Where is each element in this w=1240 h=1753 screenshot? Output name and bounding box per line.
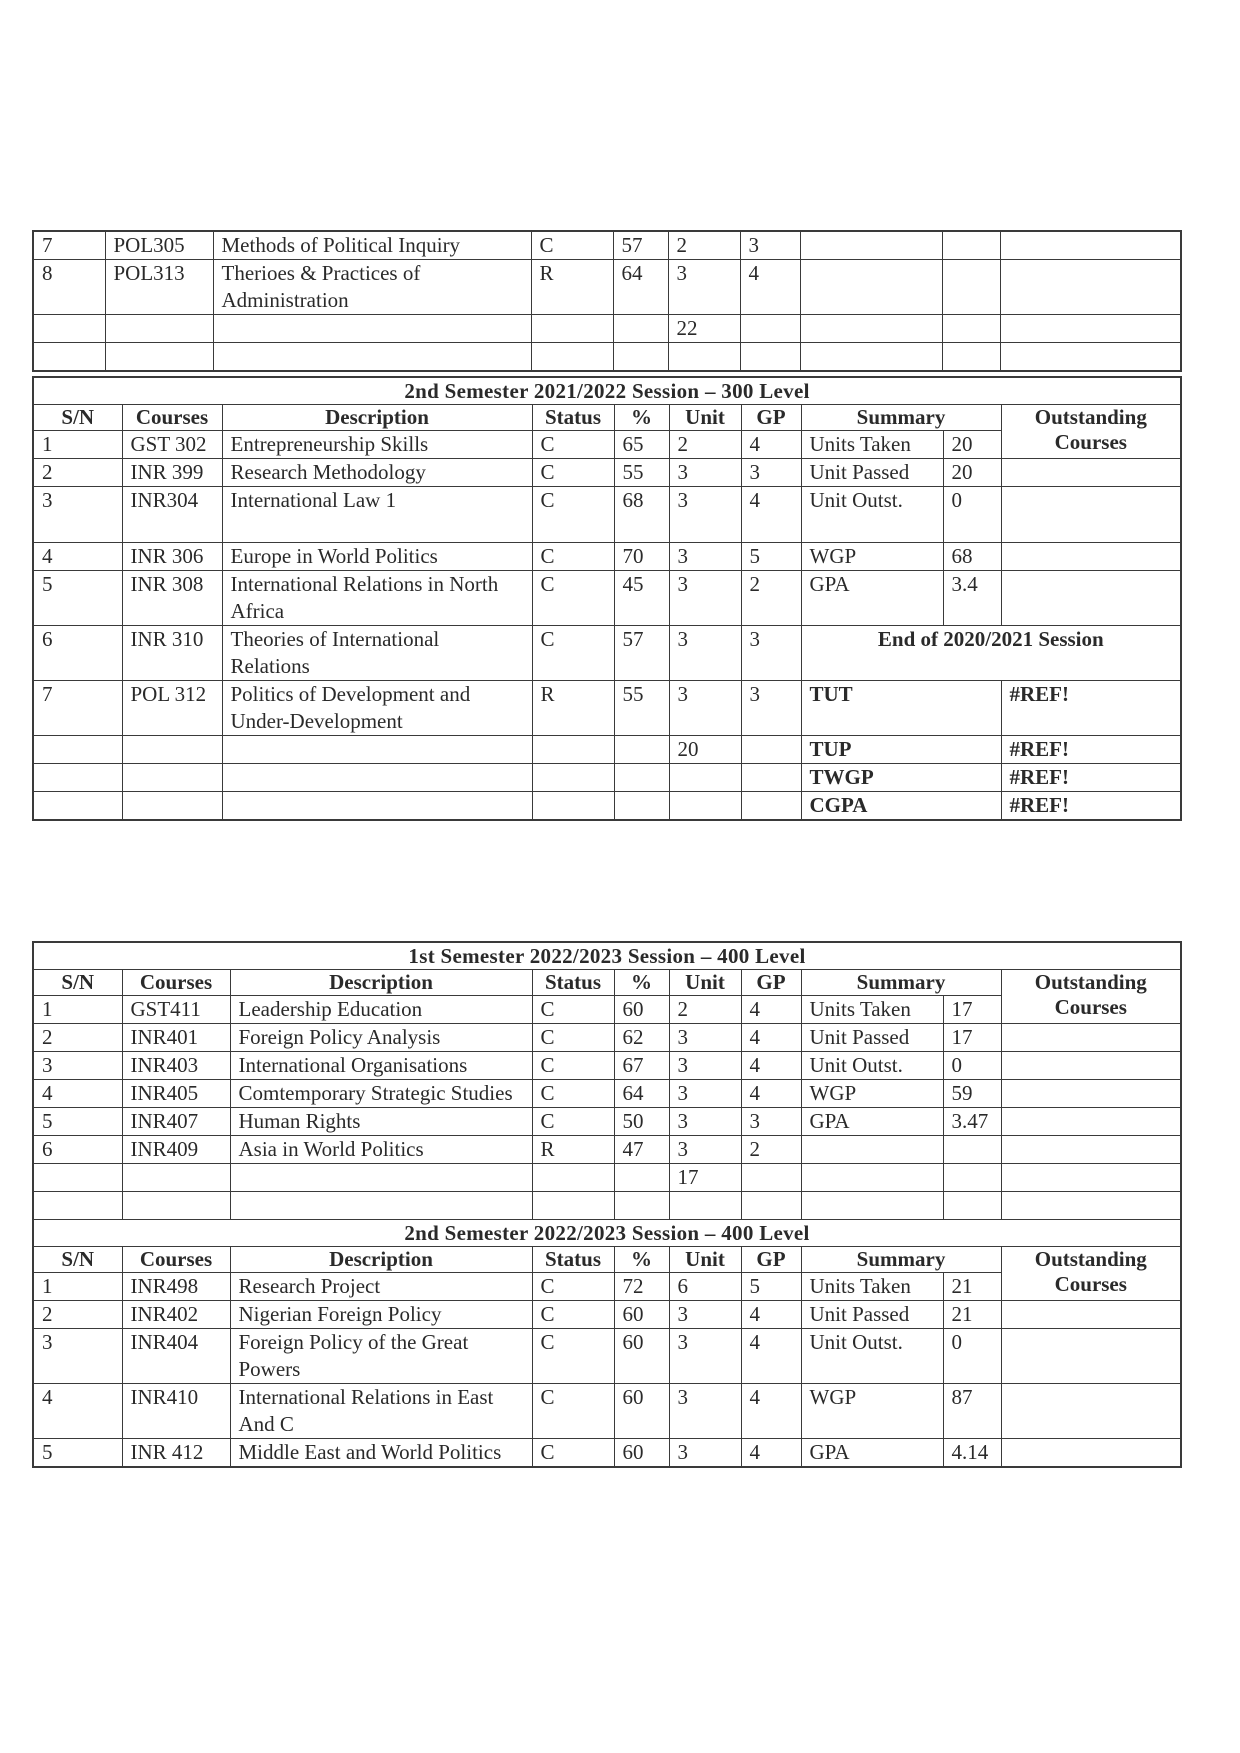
description-cell: Asia in World Politics <box>230 1136 532 1164</box>
empty-cell <box>800 231 942 260</box>
unit-cell: 2 <box>669 996 741 1024</box>
course-code-cell: INR304 <box>122 487 222 543</box>
blank-row <box>33 792 1181 821</box>
header-courses: Courses <box>122 970 230 996</box>
description-cell: Therioes & Practices of Administration <box>213 260 531 315</box>
total-row <box>33 1164 1181 1192</box>
sn-cell: 5 <box>33 571 122 626</box>
course-code-cell: POL305 <box>105 231 213 260</box>
header-description: Description <box>230 970 532 996</box>
percent-cell: 47 <box>614 1136 669 1164</box>
header-percent: % <box>614 405 669 431</box>
course-code-cell: INR 308 <box>122 571 222 626</box>
percent-cell: 45 <box>614 571 669 626</box>
description-cell: Research Methodology <box>222 459 532 487</box>
header-description: Description <box>230 1247 532 1273</box>
summary-value: 17 <box>943 996 1001 1024</box>
percent-cell: 55 <box>614 459 669 487</box>
gp-cell: 4 <box>741 1080 801 1108</box>
table-row <box>33 231 1181 260</box>
sn-cell: 4 <box>33 543 122 571</box>
header-summary: Summary <box>801 405 1001 431</box>
empty-cell <box>1001 543 1181 571</box>
gp-cell: 5 <box>741 543 801 571</box>
status-cell: C <box>531 231 613 260</box>
gp-cell: 3 <box>740 231 800 260</box>
percent-cell: 60 <box>614 1329 669 1384</box>
summary-value: 20 <box>943 459 1001 487</box>
unit-cell: 3 <box>668 260 740 315</box>
course-code-cell: POL 312 <box>122 681 222 736</box>
summary-label: WGP <box>801 1080 943 1108</box>
header-outstanding: Outstanding Courses <box>1001 405 1181 459</box>
empty-cell <box>1001 1108 1181 1136</box>
header-unit: Unit <box>669 405 741 431</box>
course-code-cell: GST411 <box>122 996 230 1024</box>
header-unit: Unit <box>669 970 741 996</box>
description-cell: International Law 1 <box>222 487 532 543</box>
table-row <box>33 487 1181 543</box>
sn-cell: 2 <box>33 1301 122 1329</box>
summary-value: 17 <box>943 1024 1001 1052</box>
header-summary: Summary <box>801 970 1001 996</box>
semester-title-row <box>33 942 1181 970</box>
header-summary: Summary <box>801 1247 1001 1273</box>
description-cell: Human Rights <box>230 1108 532 1136</box>
blank-row <box>33 764 1181 792</box>
header-percent: % <box>614 970 669 996</box>
summary-value: 68 <box>943 543 1001 571</box>
end-of-session-label: End of 2020/2021 Session <box>801 626 1181 681</box>
gp-cell: 4 <box>741 1301 801 1329</box>
description-cell: Research Project <box>230 1273 532 1301</box>
header-sn: S/N <box>33 1247 122 1273</box>
summary-value: 59 <box>943 1080 1001 1108</box>
description-cell: Foreign Policy of the Great Powers <box>230 1329 532 1384</box>
blank-row <box>33 1192 1181 1220</box>
total-units-cell: 20 <box>669 736 741 764</box>
cumulative-label: TUP <box>801 736 1001 764</box>
gp-cell: 4 <box>741 487 801 543</box>
semester-title: 1st Semester 2022/2023 Session – 400 Level <box>33 942 1181 970</box>
table-row <box>33 1329 1181 1384</box>
total-row <box>33 736 1181 764</box>
percent-cell: 60 <box>614 1384 669 1439</box>
sn-cell: 5 <box>33 1108 122 1136</box>
percent-cell: 72 <box>614 1273 669 1301</box>
table-row <box>33 681 1181 736</box>
status-cell: R <box>532 1136 614 1164</box>
description-cell: Methods of Political Inquiry <box>213 231 531 260</box>
sn-cell: 2 <box>33 1024 122 1052</box>
gp-cell: 4 <box>741 1024 801 1052</box>
summary-value: 3.47 <box>943 1108 1001 1136</box>
status-cell: C <box>532 1108 614 1136</box>
total-units-cell: 17 <box>669 1164 741 1192</box>
table-row <box>33 1052 1181 1080</box>
header-percent: % <box>614 1247 669 1273</box>
header-status: Status <box>532 970 614 996</box>
percent-cell: 57 <box>614 626 669 681</box>
percent-cell: 67 <box>614 1052 669 1080</box>
status-cell: C <box>532 1301 614 1329</box>
description-cell: Nigerian Foreign Policy <box>230 1301 532 1329</box>
course-code-cell: INR401 <box>122 1024 230 1052</box>
course-code-cell: INR403 <box>122 1052 230 1080</box>
table-row <box>33 543 1181 571</box>
status-cell: C <box>532 571 614 626</box>
unit-cell: 3 <box>669 1108 741 1136</box>
course-code-cell: INR 412 <box>122 1439 230 1468</box>
summary-label: Unit Passed <box>801 1024 943 1052</box>
summary-value: 0 <box>943 1329 1001 1384</box>
empty-cell <box>1001 571 1181 626</box>
cumulative-label: TWGP <box>801 764 1001 792</box>
table-row <box>33 1024 1181 1052</box>
header-outstanding: Outstanding Courses <box>1001 1247 1181 1301</box>
summary-value: 20 <box>943 431 1001 459</box>
session-2022-2023-table <box>32 941 1180 1468</box>
gp-cell: 4 <box>741 1439 801 1468</box>
unit-cell: 3 <box>669 1024 741 1052</box>
percent-cell: 70 <box>614 543 669 571</box>
status-cell: C <box>532 996 614 1024</box>
percent-cell: 60 <box>614 1439 669 1468</box>
empty-cell <box>1001 1439 1181 1468</box>
empty-cell <box>1001 1384 1181 1439</box>
percent-cell: 62 <box>614 1024 669 1052</box>
empty-cell <box>1001 459 1181 487</box>
cumulative-value: #REF! <box>1001 764 1181 792</box>
unit-cell: 3 <box>669 1136 741 1164</box>
gp-cell: 4 <box>741 431 801 459</box>
description-cell: Comtemporary Strategic Studies <box>230 1080 532 1108</box>
summary-label: Unit Outst. <box>801 1052 943 1080</box>
course-code-cell: INR404 <box>122 1329 230 1384</box>
sn-cell: 1 <box>33 431 122 459</box>
total-units-cell: 22 <box>668 315 740 343</box>
summary-value: 3.4 <box>943 571 1001 626</box>
unit-cell: 3 <box>669 681 741 736</box>
summary-label: Unit Outst. <box>801 1329 943 1384</box>
gp-cell: 3 <box>741 681 801 736</box>
gp-cell: 3 <box>741 626 801 681</box>
empty-cell <box>942 231 1000 260</box>
course-code-cell: INR 399 <box>122 459 222 487</box>
total-row <box>33 315 1181 343</box>
unit-cell: 3 <box>669 571 741 626</box>
unit-cell: 3 <box>669 1439 741 1468</box>
sn-cell: 6 <box>33 626 122 681</box>
unit-cell: 3 <box>669 1329 741 1384</box>
table-row <box>33 626 1181 681</box>
percent-cell: 64 <box>614 1080 669 1108</box>
sn-cell: 5 <box>33 1439 122 1468</box>
semester-title-row <box>33 377 1181 405</box>
unit-cell: 3 <box>669 487 741 543</box>
unit-cell: 2 <box>668 231 740 260</box>
course-code-cell: INR402 <box>122 1301 230 1329</box>
unit-cell: 3 <box>669 626 741 681</box>
summary-label: Units Taken <box>801 431 943 459</box>
summary-label: GPA <box>801 1108 943 1136</box>
course-code-cell: INR405 <box>122 1080 230 1108</box>
empty-cell <box>1000 260 1181 315</box>
status-cell: C <box>532 1384 614 1439</box>
sn-cell: 8 <box>33 260 105 315</box>
cumulative-label: TUT <box>801 681 1001 736</box>
percent-cell: 68 <box>614 487 669 543</box>
empty-cell <box>800 260 942 315</box>
gp-cell: 5 <box>741 1273 801 1301</box>
table-row <box>33 571 1181 626</box>
summary-label: Unit Passed <box>801 459 943 487</box>
cumulative-value: #REF! <box>1001 736 1181 764</box>
sn-cell: 1 <box>33 996 122 1024</box>
course-code-cell: INR409 <box>122 1136 230 1164</box>
course-code-cell: INR 306 <box>122 543 222 571</box>
unit-cell: 6 <box>669 1273 741 1301</box>
status-cell: C <box>532 431 614 459</box>
percent-cell: 55 <box>614 681 669 736</box>
status-cell: C <box>532 1273 614 1301</box>
sn-cell: 4 <box>33 1080 122 1108</box>
summary-value: 21 <box>943 1273 1001 1301</box>
header-status: Status <box>532 1247 614 1273</box>
status-cell: C <box>532 1329 614 1384</box>
table-row <box>33 1080 1181 1108</box>
header-description: Description <box>222 405 532 431</box>
empty-cell <box>942 260 1000 315</box>
unit-cell: 3 <box>669 459 741 487</box>
percent-cell: 50 <box>614 1108 669 1136</box>
sn-cell: 4 <box>33 1384 122 1439</box>
percent-cell: 57 <box>613 231 668 260</box>
status-cell: R <box>531 260 613 315</box>
sn-cell: 7 <box>33 681 122 736</box>
cumulative-value: #REF! <box>1001 681 1181 736</box>
gp-cell: 2 <box>741 1136 801 1164</box>
unit-cell: 3 <box>669 1384 741 1439</box>
cumulative-value: #REF! <box>1001 792 1181 821</box>
gp-cell: 4 <box>740 260 800 315</box>
summary-label: Unit Passed <box>801 1301 943 1329</box>
description-cell: Europe in World Politics <box>222 543 532 571</box>
unit-cell: 3 <box>669 543 741 571</box>
header-courses: Courses <box>122 405 222 431</box>
status-cell: C <box>532 1052 614 1080</box>
header-unit: Unit <box>669 1247 741 1273</box>
sn-cell: 1 <box>33 1273 122 1301</box>
description-cell: Foreign Policy Analysis <box>230 1024 532 1052</box>
header-row <box>33 1247 1181 1273</box>
header-gp: GP <box>741 970 801 996</box>
unit-cell: 3 <box>669 1080 741 1108</box>
gp-cell: 4 <box>741 1052 801 1080</box>
gp-cell: 3 <box>741 459 801 487</box>
status-cell: C <box>532 1024 614 1052</box>
table-row <box>33 1136 1181 1164</box>
summary-label: Units Taken <box>801 996 943 1024</box>
percent-cell: 60 <box>614 996 669 1024</box>
header-sn: S/N <box>33 405 122 431</box>
empty-cell <box>1001 487 1181 543</box>
gp-cell: 3 <box>741 1108 801 1136</box>
empty-cell <box>1001 1329 1181 1384</box>
header-outstanding: Outstanding Courses <box>1001 970 1181 1024</box>
table-row <box>33 260 1181 315</box>
sn-cell: 7 <box>33 231 105 260</box>
sn-cell: 2 <box>33 459 122 487</box>
course-code-cell: GST 302 <box>122 431 222 459</box>
semester-title: 2nd Semester 2021/2022 Session – 300 Level <box>33 377 1181 405</box>
summary-label: GPA <box>801 1439 943 1468</box>
gp-cell: 4 <box>741 1384 801 1439</box>
summary-value: 4.14 <box>943 1439 1001 1468</box>
empty-cell <box>1001 1301 1181 1329</box>
course-code-cell: POL313 <box>105 260 213 315</box>
description-cell: International Organisations <box>230 1052 532 1080</box>
status-cell: C <box>532 459 614 487</box>
empty-cell <box>1000 231 1181 260</box>
summary-value: 0 <box>943 487 1001 543</box>
blank-row <box>33 343 1181 371</box>
status-cell: C <box>532 1080 614 1108</box>
header-courses: Courses <box>122 1247 230 1273</box>
description-cell: Entrepreneurship Skills <box>222 431 532 459</box>
semester-title-row <box>33 1220 1181 1247</box>
summary-label: Unit Outst. <box>801 487 943 543</box>
course-code-cell: INR410 <box>122 1384 230 1439</box>
summary-label: Units Taken <box>801 1273 943 1301</box>
cumulative-label: CGPA <box>801 792 1001 821</box>
description-cell: Politics of Development and Under-Development <box>222 681 532 736</box>
course-code-cell: INR 310 <box>122 626 222 681</box>
table-row <box>33 1384 1181 1439</box>
header-row <box>33 970 1181 996</box>
unit-cell: 3 <box>669 1052 741 1080</box>
description-cell: Theories of International Relations <box>222 626 532 681</box>
sn-cell: 3 <box>33 487 122 543</box>
table-row <box>33 459 1181 487</box>
course-code-cell: INR498 <box>122 1273 230 1301</box>
summary-value: 87 <box>943 1384 1001 1439</box>
header-sn: S/N <box>33 970 122 996</box>
header-row <box>33 405 1181 431</box>
sn-cell: 3 <box>33 1329 122 1384</box>
description-cell: Leadership Education <box>230 996 532 1024</box>
unit-cell: 3 <box>669 1301 741 1329</box>
empty-cell <box>1001 1080 1181 1108</box>
prev-semester-table <box>32 230 1180 372</box>
header-gp: GP <box>741 1247 801 1273</box>
summary-value: 0 <box>943 1052 1001 1080</box>
table-row <box>33 1439 1181 1468</box>
course-code-cell: INR407 <box>122 1108 230 1136</box>
status-cell: C <box>532 487 614 543</box>
unit-cell: 2 <box>669 431 741 459</box>
percent-cell: 60 <box>614 1301 669 1329</box>
status-cell: C <box>532 543 614 571</box>
empty-cell <box>1001 1052 1181 1080</box>
percent-cell: 64 <box>613 260 668 315</box>
gp-cell: 2 <box>741 571 801 626</box>
header-status: Status <box>532 405 614 431</box>
summary-label: WGP <box>801 543 943 571</box>
status-cell: C <box>532 626 614 681</box>
summary-label: WGP <box>801 1384 943 1439</box>
gp-cell: 4 <box>741 996 801 1024</box>
sn-cell: 3 <box>33 1052 122 1080</box>
summary-label: GPA <box>801 571 943 626</box>
header-gp: GP <box>741 405 801 431</box>
empty-cell <box>1001 1024 1181 1052</box>
description-cell: International Relations in North Africa <box>222 571 532 626</box>
table-row <box>33 1301 1181 1329</box>
table-row <box>33 1108 1181 1136</box>
status-cell: C <box>532 1439 614 1468</box>
description-cell: International Relations in East And C <box>230 1384 532 1439</box>
status-cell: R <box>532 681 614 736</box>
summary-value: 21 <box>943 1301 1001 1329</box>
percent-cell: 65 <box>614 431 669 459</box>
semester-title: 2nd Semester 2022/2023 Session – 400 Level <box>33 1220 1181 1247</box>
description-cell: Middle East and World Politics <box>230 1439 532 1468</box>
semester-2021-2022-second-table <box>32 376 1180 821</box>
sn-cell: 6 <box>33 1136 122 1164</box>
gp-cell: 4 <box>741 1329 801 1384</box>
